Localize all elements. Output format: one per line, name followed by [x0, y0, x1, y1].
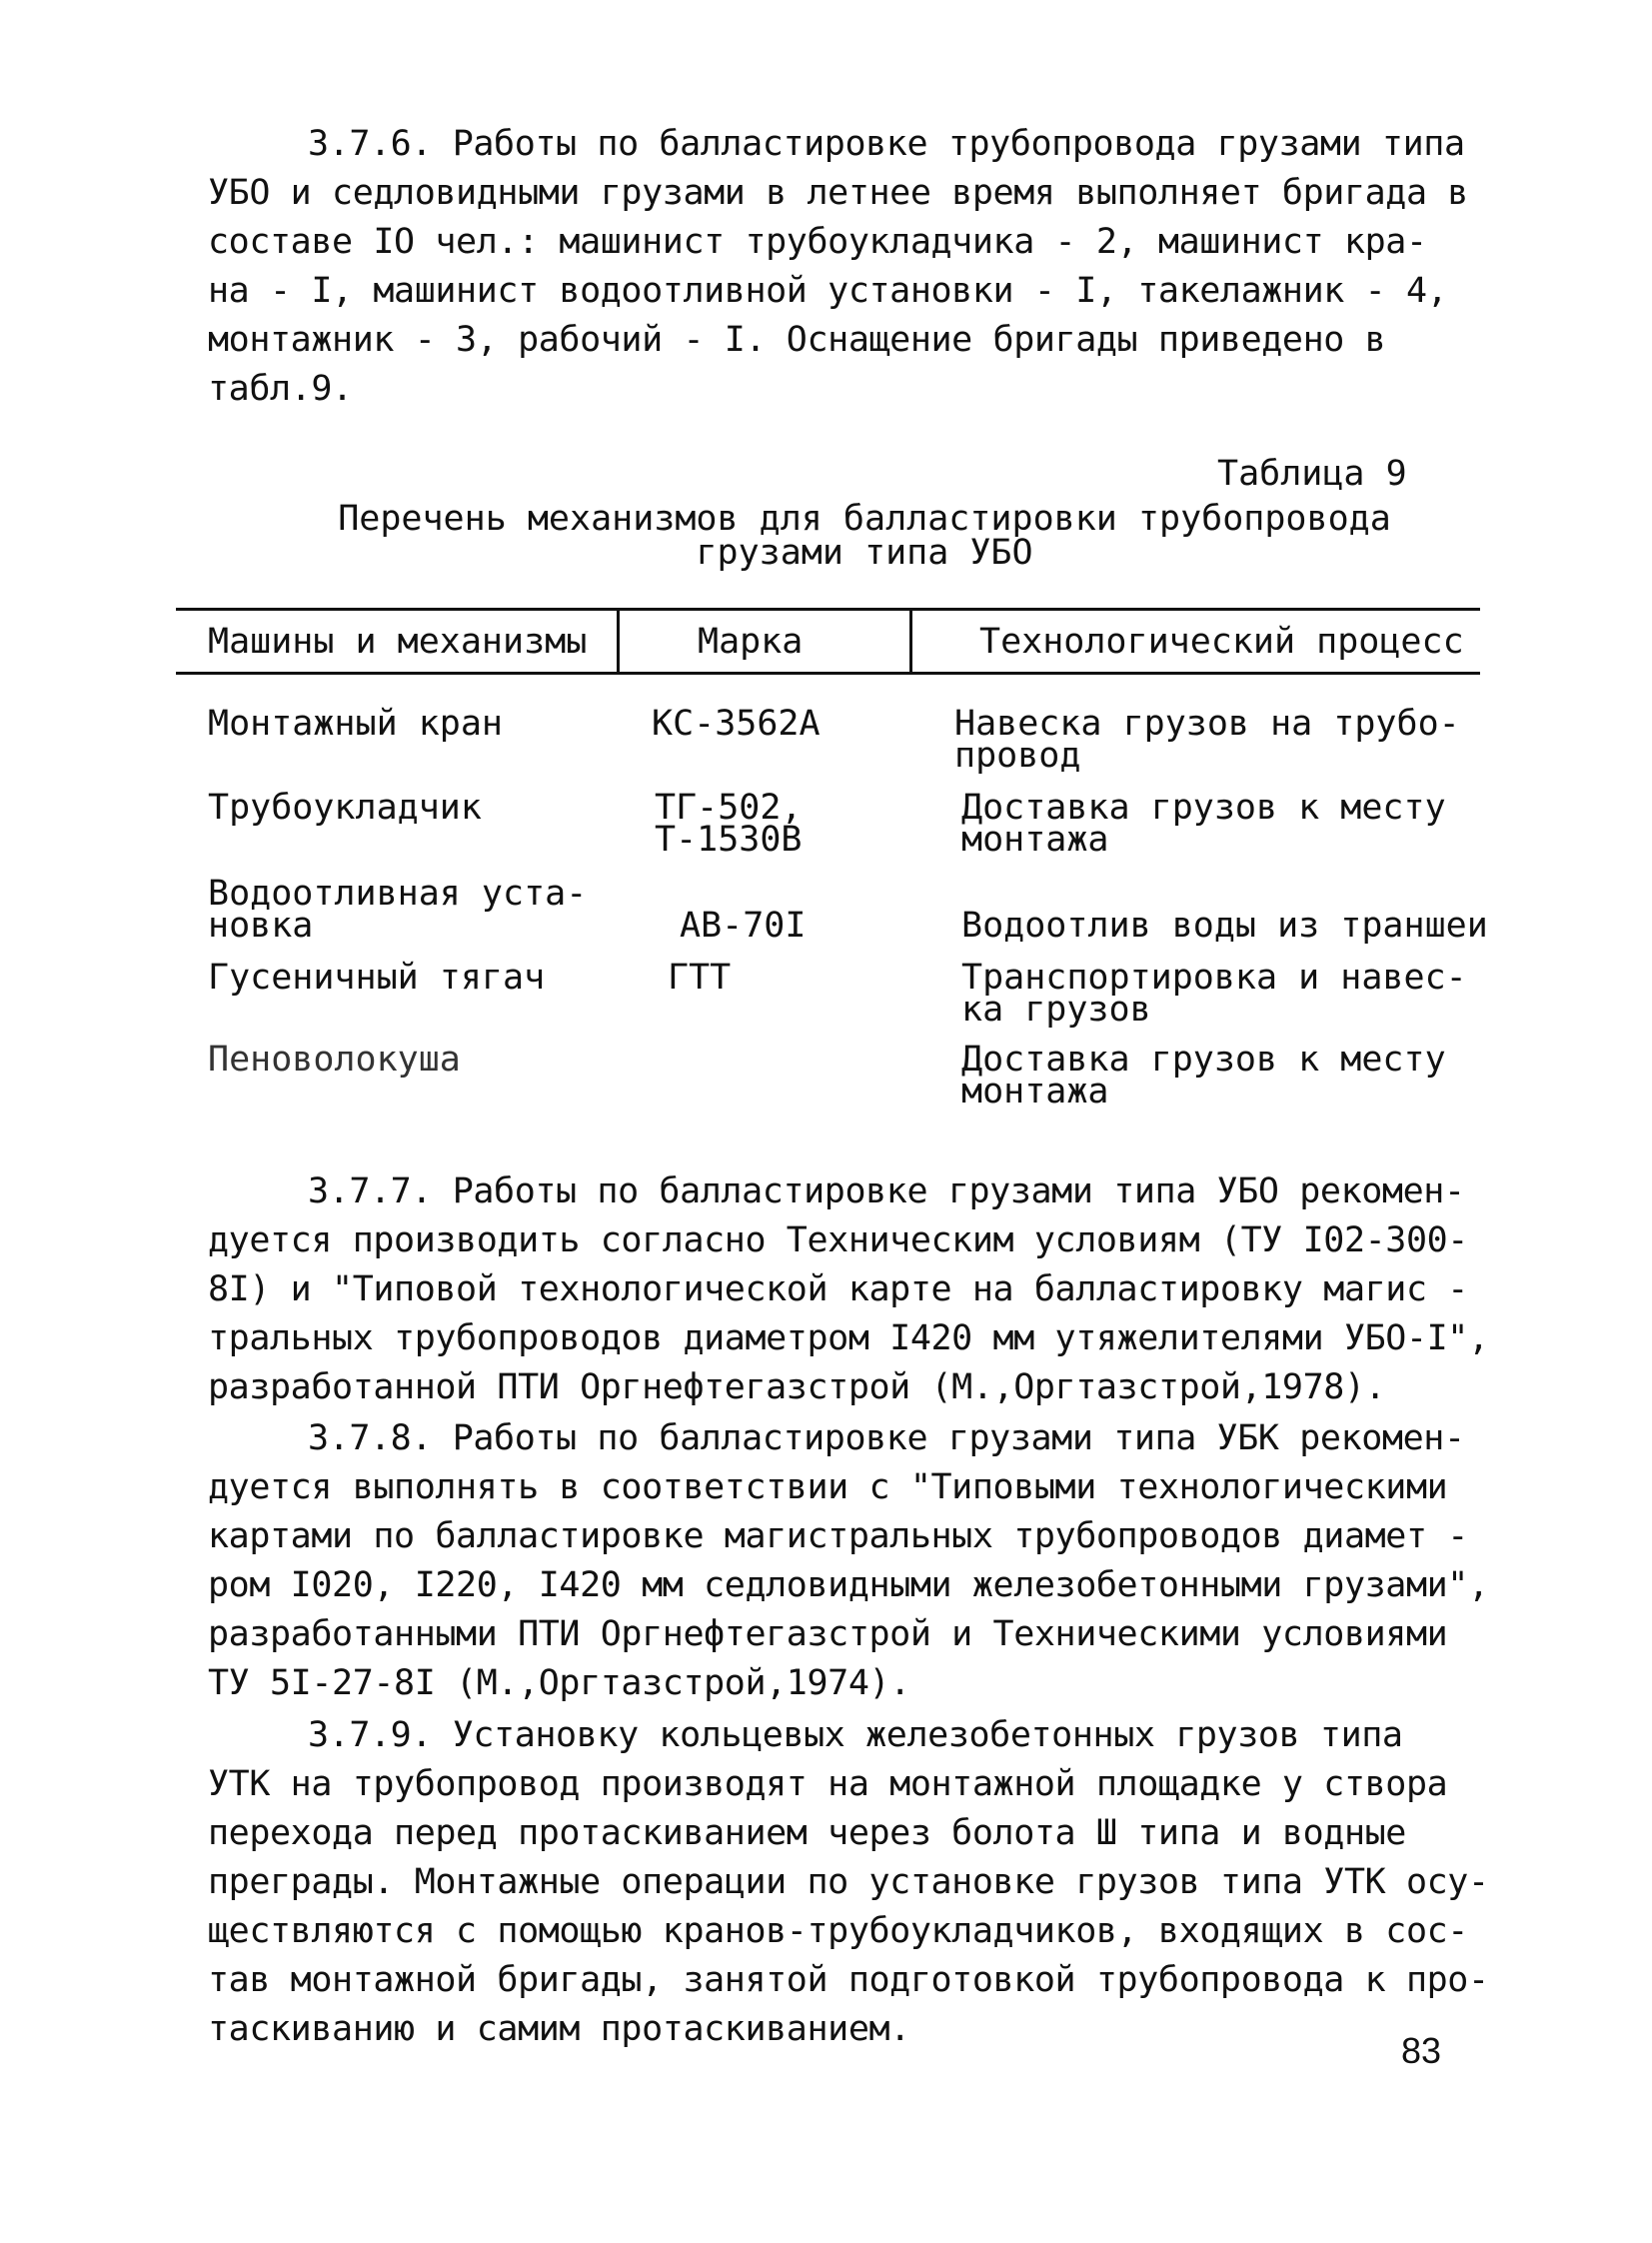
page-number: 83 — [1401, 2030, 1442, 2071]
paragraph-3-7-6 — [208, 120, 1472, 414]
table-cell-mark — [680, 906, 807, 946]
table-cell-process — [961, 958, 1467, 1030]
text-line: 3.7.9. Установку кольцевых железобетонных грузов типа — [308, 1715, 1403, 1755]
table-column-divider-1 — [617, 608, 620, 675]
text-line: на - I, машинист водоотливной установки - I, такелажник - 4, — [208, 271, 1448, 311]
text-line: 3.7.7. Работы по балластировке грузами типа УБО рекомен- — [308, 1171, 1465, 1211]
table-cell-machine — [208, 1040, 461, 1080]
text-line: 8I) и "Типовой технологической карте на балластировку магис - — [208, 1269, 1468, 1309]
text-line: картами по балластировке магистральных трубопроводов диамет - — [208, 1516, 1468, 1556]
cell-line: Монтажный кран — [208, 704, 504, 744]
table-title-line-1: Перечень механизмов для балластировки трубопровода — [338, 499, 1391, 539]
paragraph-3-7-7 — [208, 1167, 1489, 1412]
cell-line: Т-1530В — [655, 820, 803, 860]
text-line: табл.9. — [208, 369, 353, 409]
text-line: монтажник - 3, рабочий - I. Оснащение бригады приведено в — [208, 320, 1386, 360]
text-line: тральных трубопроводов диаметром I420 мм утяжелителями УБО-I", — [208, 1318, 1489, 1358]
table-cell-machine — [208, 788, 482, 828]
text-line: тав монтажной бригады, занятой подготовкой трубопровода к про- — [208, 1960, 1489, 2000]
cell-line: Доставка грузов к месту — [961, 788, 1446, 828]
table-cell-mark — [668, 958, 732, 998]
text-line: 3.7.8. Работы по балластировке грузами типа УБК рекомен- — [308, 1418, 1465, 1458]
cell-line: Доставка грузов к месту — [961, 1040, 1446, 1080]
paragraph-3-7-8 — [208, 1414, 1489, 1708]
table-cell-process — [954, 704, 1460, 776]
paragraph-3-7-9 — [208, 1711, 1489, 2054]
text-line: дуется производить согласно Техническим условиям (ТУ I02-300- — [208, 1220, 1468, 1260]
cell-line: Водоотлив воды из траншеи — [961, 906, 1488, 946]
cell-line: монтажа — [961, 1072, 1109, 1112]
cell-line: Транспортировка и навес- — [961, 958, 1467, 998]
cell-line: ка грузов — [961, 990, 1151, 1030]
table-cell-machine — [208, 958, 546, 998]
text-line: ТУ 5I-27-8I (М.,Оргтазстрой,1974). — [208, 1663, 910, 1703]
table-header-process: Технологический процесс — [979, 622, 1464, 662]
cell-line: Трубоукладчик — [208, 788, 482, 828]
text-line: УТК на трубопровод производят на монтажной площадке у створа — [208, 1764, 1448, 1804]
text-line: составе IO чел.: машинист трубоукладчика - 2, машинист кра- — [208, 222, 1427, 262]
table-title — [300, 499, 1429, 573]
cell-line: Навеска грузов на трубо- — [954, 704, 1460, 744]
cell-line: КС-3562А — [652, 704, 821, 744]
cell-line: Гусеничный тягач — [208, 958, 546, 998]
cell-line: ГТТ — [668, 958, 732, 998]
text-line: дуется выполнять в соответствии с "Типовыми технологическими — [208, 1467, 1448, 1507]
table-cell-mark — [655, 788, 803, 860]
table-cell-mark — [652, 704, 821, 744]
cell-line: Водоотливная уста- — [208, 874, 588, 914]
table-cell-machine — [208, 704, 504, 744]
cell-line: провод — [954, 736, 1081, 776]
table-cell-process — [961, 1040, 1446, 1112]
cell-line: новка — [208, 906, 314, 946]
table-number-label: Таблица 9 — [1217, 454, 1407, 494]
table-header-bottom-rule — [176, 672, 1480, 675]
text-line: таскиванию и самим протаскиванием. — [208, 2009, 910, 2049]
text-line: перехода перед протаскиванием через болота Ш типа и водные — [208, 1813, 1406, 1853]
text-line: разработанными ПТИ Оргнефтегазстрой и Техническими условиями — [208, 1614, 1448, 1654]
text-line: преграды. Монтажные операции по установке грузов типа УТК осу- — [208, 1862, 1489, 1902]
cell-line: АВ-70I — [680, 906, 807, 946]
cell-line: Пеноволокуша — [208, 1040, 461, 1080]
table-cell-process — [961, 906, 1488, 946]
cell-line: монтажа — [961, 820, 1109, 860]
table-header-mark: Марка — [698, 622, 804, 662]
table-title-line-2: грузами типа УБО — [696, 533, 1033, 573]
table-cell-process — [961, 788, 1446, 860]
table-cell-machine — [208, 874, 588, 946]
text-line: 3.7.6. Работы по балластировке трубопровода грузами типа — [308, 124, 1465, 164]
table-top-rule — [176, 608, 1480, 611]
table-header-machines: Машины и механизмы — [208, 622, 588, 662]
text-line: УБО и седловидными грузами в летнее время выполняет бригада в — [208, 173, 1468, 213]
text-line: ром I020, I220, I420 мм седловидными железобетонными грузами", — [208, 1565, 1489, 1605]
text-line: разработанной ПТИ Оргнефтегазстрой (М.,Оргтазстрой,1978). — [208, 1367, 1386, 1407]
table-column-divider-2 — [909, 608, 912, 675]
text-line: ществляются с помощью кранов-трубоукладчиков, входящих в сос- — [208, 1911, 1468, 1951]
cell-line: ТГ-502, — [655, 788, 803, 828]
